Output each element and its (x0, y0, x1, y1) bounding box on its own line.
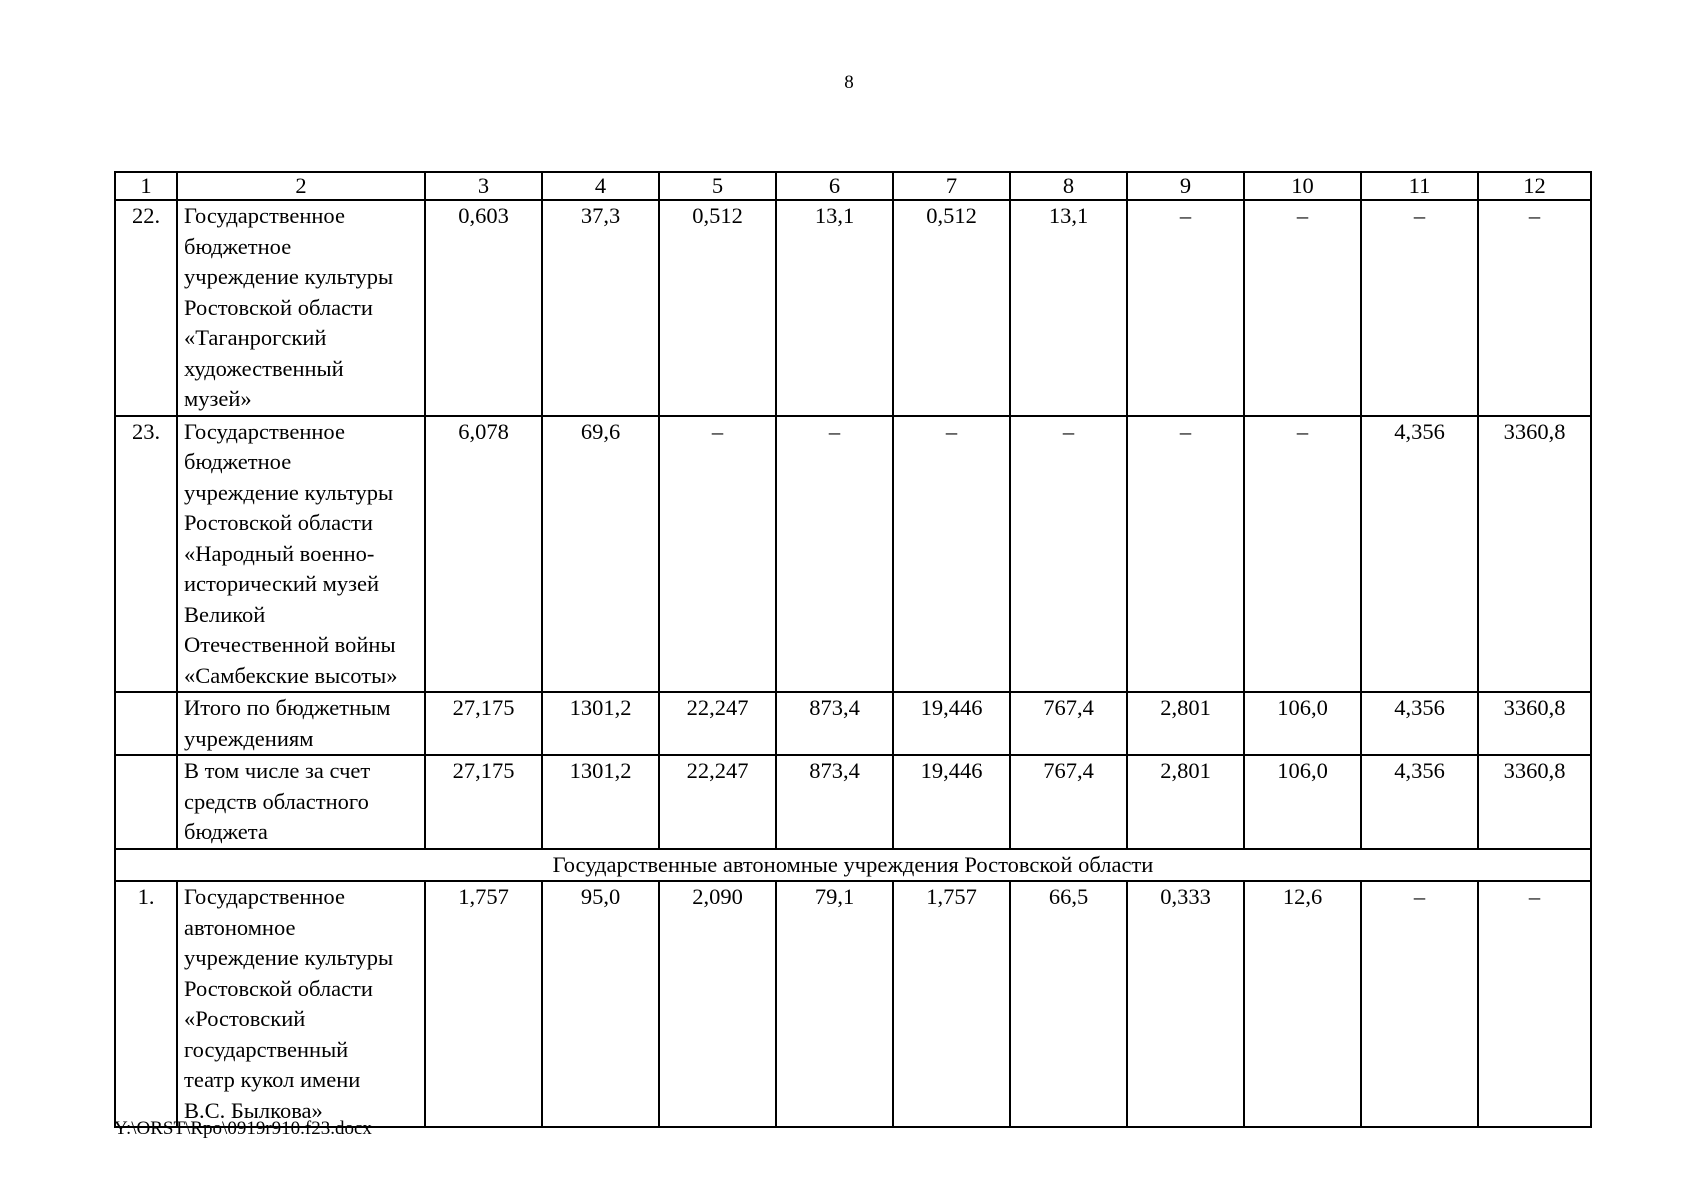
name-line: Ростовской области (184, 294, 373, 320)
value-cell: 22,247 (659, 755, 776, 849)
data-table (114, 171, 1592, 1128)
name-line: бюджетное (184, 449, 292, 474)
name-line: учреждение культуры (184, 945, 394, 970)
name-line: «Народный военно- (184, 540, 375, 566)
column-number: 12 (1478, 172, 1591, 200)
value-cell: – (1127, 200, 1244, 416)
column-number: 11 (1361, 172, 1478, 200)
value-cell: 27,175 (425, 692, 542, 755)
value-cell: – (659, 416, 776, 693)
value-cell: 3360,8 (1478, 755, 1591, 849)
name-line: музей» (184, 386, 252, 411)
section-row (115, 849, 1591, 882)
value-cell: 1301,2 (542, 692, 659, 755)
name-line: учреждениям (184, 725, 314, 751)
row-number (115, 755, 177, 849)
name-line: учреждение культуры (184, 264, 394, 289)
value-cell: – (893, 416, 1010, 693)
name-line: Итого по бюджетным (184, 695, 391, 720)
section-title: Государственные автономные учреждения Ростовской области (115, 849, 1591, 882)
name-line: Отечественной войны (184, 632, 396, 657)
name-line: Ростовской области (184, 975, 373, 1001)
name-line: «Самбекские высоты» (184, 662, 398, 688)
value-cell: 767,4 (1010, 755, 1127, 849)
name-line: художественный (184, 355, 344, 381)
value-cell: 95,0 (542, 881, 659, 1127)
value-cell: 873,4 (776, 755, 893, 849)
value-cell: – (1244, 200, 1361, 416)
value-cell: – (776, 416, 893, 693)
value-cell: 873,4 (776, 692, 893, 755)
value-cell: 1,757 (425, 881, 542, 1127)
value-cell: – (1478, 881, 1591, 1127)
table-body (115, 172, 1591, 1127)
name-line: учреждение культуры (184, 479, 394, 505)
name-line: Государственное (184, 203, 345, 228)
value-cell: 4,356 (1361, 692, 1478, 755)
name-line: Государственное (184, 884, 345, 909)
name-line: автономное (184, 914, 296, 940)
name-line: «Таганрогский (184, 325, 327, 350)
value-cell: 13,1 (776, 200, 893, 416)
value-cell: 2,090 (659, 881, 776, 1127)
value-cell: 37,3 (542, 200, 659, 416)
name-line: В.С. Былкова» (184, 1097, 323, 1123)
column-number: 4 (542, 172, 659, 200)
value-cell: 767,4 (1010, 692, 1127, 755)
name-line: государственный (184, 1036, 349, 1062)
column-number: 7 (893, 172, 1010, 200)
row-number (115, 692, 177, 755)
including-row (115, 755, 1591, 849)
value-cell: 4,356 (1361, 755, 1478, 849)
file-path: Y:\ORST\Rpo\0919r910.f23.docx (114, 1118, 372, 1139)
institution-name (177, 200, 425, 416)
value-cell: 6,078 (425, 416, 542, 693)
value-cell: 3360,8 (1478, 416, 1591, 693)
column-number-row (115, 172, 1591, 200)
value-cell: 0,333 (1127, 881, 1244, 1127)
value-cell: 79,1 (776, 881, 893, 1127)
value-cell: 0,512 (893, 200, 1010, 416)
value-cell: 1301,2 (542, 755, 659, 849)
value-cell: – (1244, 416, 1361, 693)
table-row (115, 881, 1591, 1127)
value-cell: 12,6 (1244, 881, 1361, 1127)
column-number: 8 (1010, 172, 1127, 200)
row-number: 22. (115, 200, 177, 416)
column-number: 10 (1244, 172, 1361, 200)
value-cell: 13,1 (1010, 200, 1127, 416)
name-line: «Ростовский (184, 1006, 306, 1031)
name-line: Ростовской области (184, 510, 373, 535)
value-cell: – (1361, 200, 1478, 416)
value-cell: 2,801 (1127, 692, 1244, 755)
name-line: бюджетное (184, 233, 292, 259)
value-cell: 69,6 (542, 416, 659, 693)
value-cell: 27,175 (425, 755, 542, 849)
value-cell: – (1127, 416, 1244, 693)
value-cell: 19,446 (893, 755, 1010, 849)
column-number: 1 (115, 172, 177, 200)
institution-name (177, 416, 425, 693)
institution-name (177, 881, 425, 1127)
value-cell: 3360,8 (1478, 692, 1591, 755)
value-cell: 106,0 (1244, 692, 1361, 755)
name-line: В том числе за счет (184, 758, 371, 783)
value-cell: 4,356 (1361, 416, 1478, 693)
row-number: 1. (115, 881, 177, 1127)
column-number: 2 (177, 172, 425, 200)
value-cell: – (1361, 881, 1478, 1127)
table-row (115, 200, 1591, 416)
name-line: средств областного (184, 788, 369, 814)
name-line: Государственное (184, 418, 345, 444)
value-cell: 0,603 (425, 200, 542, 416)
name-line: бюджета (184, 819, 268, 844)
column-number: 5 (659, 172, 776, 200)
value-cell: 66,5 (1010, 881, 1127, 1127)
table-row (115, 416, 1591, 693)
page-number: 8 (844, 72, 854, 93)
name-line: Великой (184, 601, 266, 627)
column-number: 6 (776, 172, 893, 200)
total-label (177, 692, 425, 755)
row-number: 23. (115, 416, 177, 693)
value-cell: – (1478, 200, 1591, 416)
value-cell: 22,247 (659, 692, 776, 755)
name-line: театр кукол имени (184, 1067, 361, 1092)
value-cell: 106,0 (1244, 755, 1361, 849)
total-row (115, 692, 1591, 755)
value-cell: 19,446 (893, 692, 1010, 755)
value-cell: 0,512 (659, 200, 776, 416)
value-cell: 2,801 (1127, 755, 1244, 849)
value-cell: – (1010, 416, 1127, 693)
column-number: 3 (425, 172, 542, 200)
including-label (177, 755, 425, 849)
column-number: 9 (1127, 172, 1244, 200)
name-line: исторический музей (184, 571, 379, 596)
value-cell: 1,757 (893, 881, 1010, 1127)
